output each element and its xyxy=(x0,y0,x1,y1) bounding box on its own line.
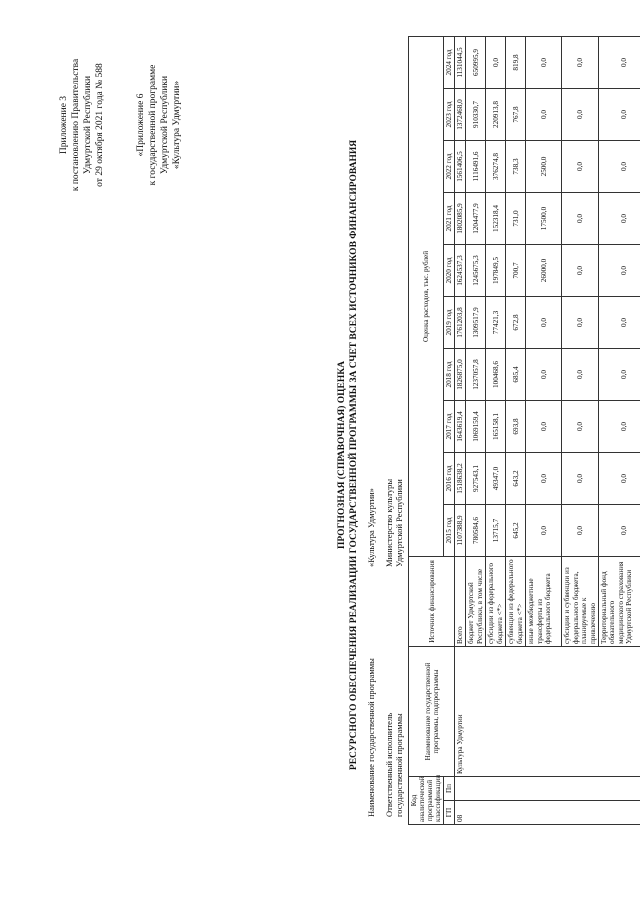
appendix-line: от 29 октября 2021 года № 588 xyxy=(95,63,105,187)
appendix-header xyxy=(58,25,106,225)
value-cell: 13715,7 xyxy=(486,505,506,557)
source-label: иные межбюджетные трансферты из федерального бюджета xyxy=(526,557,562,647)
header-year: 2017 год xyxy=(444,401,455,453)
source-label: субсидии из федерального бюджета <*> xyxy=(486,557,506,647)
program-name: Культура Удмуртии xyxy=(455,647,640,777)
value-cell: 165158,1 xyxy=(486,401,506,453)
value-cell: 645,2 xyxy=(506,505,526,557)
value-cell: 738,3 xyxy=(506,141,526,193)
resource-table xyxy=(408,36,640,825)
header-code: Код аналитической программной классификации xyxy=(409,777,444,825)
value-cell: 0,0 xyxy=(562,505,599,557)
value-cell: 26000,0 xyxy=(526,245,562,297)
source-label: Всего xyxy=(455,557,466,647)
gp-code: 08 xyxy=(455,801,640,825)
value-cell: 1624537,3 xyxy=(455,245,466,297)
executor-value: Министерство культуры xyxy=(384,478,394,567)
pp-code xyxy=(455,777,640,801)
value-cell: 0,0 xyxy=(486,36,506,88)
value-cell: 0,0 xyxy=(562,349,599,401)
value-cell: 819,8 xyxy=(506,36,526,88)
value-cell: 220913,8 xyxy=(486,89,506,141)
executor-label-cont: государственной программы xyxy=(394,713,404,817)
value-cell: 2500,0 xyxy=(526,141,562,193)
value-cell: 1761203,8 xyxy=(455,297,466,349)
value-cell: 700,7 xyxy=(506,245,526,297)
value-cell: 693,8 xyxy=(506,401,526,453)
value-cell: 1245675,3 xyxy=(466,245,486,297)
value-cell: 0,0 xyxy=(562,141,599,193)
value-cell: 0,0 xyxy=(562,89,599,141)
source-label: субсидии и субвенции из федерального бюджета, планируемые к привлечению xyxy=(562,557,599,647)
value-cell: 910330,7 xyxy=(466,89,486,141)
value-cell: 1116491,6 xyxy=(466,141,486,193)
value-cell: 17500,0 xyxy=(526,193,562,245)
header-year: 2023 год xyxy=(444,89,455,141)
value-cell: 0,0 xyxy=(599,36,640,88)
value-cell: 1204477,9 xyxy=(466,193,486,245)
appendix6-line: «Приложение 6 xyxy=(136,93,146,157)
value-cell: 672,8 xyxy=(506,297,526,349)
value-cell: 0,0 xyxy=(526,505,562,557)
value-cell: 0,0 xyxy=(526,453,562,505)
source-label: Территориальный фонд обязательного медицинского страхования Удмуртской Республики xyxy=(599,557,640,647)
appendix-line: к постановлению Правительства xyxy=(71,58,81,192)
header-year: 2021 год xyxy=(444,193,455,245)
executor-label: Ответственный исполнитель xyxy=(384,712,394,817)
program-label: Наименование государственной программы xyxy=(366,658,376,817)
source-label: бюджет Удмуртской Республики, в том числе xyxy=(466,557,486,647)
value-cell: 0,0 xyxy=(599,89,640,141)
value-cell: 643,2 xyxy=(506,453,526,505)
appendix6-line: Удмуртской Республики xyxy=(160,75,170,175)
value-cell: 927543,1 xyxy=(466,453,486,505)
appendix6-line: «Культура Удмуртии» xyxy=(172,80,182,170)
value-cell: 1107388,9 xyxy=(455,505,466,557)
value-cell: 0,0 xyxy=(599,297,640,349)
value-cell: 197849,5 xyxy=(486,245,506,297)
value-cell: 0,0 xyxy=(526,36,562,88)
source-label: субвенции из федерального бюджета <*> xyxy=(506,557,526,647)
value-cell: 1826875,0 xyxy=(455,349,466,401)
appendix-line: Удмуртской Республики xyxy=(83,75,93,175)
header-gp: ГП xyxy=(444,801,455,825)
executor-value-cont: Удмуртской Республики xyxy=(394,479,404,567)
header-estimate: Оценка расходов, тыс. рублей xyxy=(409,36,444,556)
header-year: 2016 год xyxy=(444,453,455,505)
document-title-line1: ПРОГНОЗНАЯ (СПРАВОЧНАЯ) ОЦЕНКА xyxy=(337,360,347,550)
value-cell: 685,4 xyxy=(506,349,526,401)
value-cell: 1561406,5 xyxy=(455,141,466,193)
header-source: Источник финансирования xyxy=(409,557,455,647)
value-cell: 780584,6 xyxy=(466,505,486,557)
value-cell: 0,0 xyxy=(599,453,640,505)
header-year: 2022 год xyxy=(444,141,455,193)
value-cell: 0,0 xyxy=(562,193,599,245)
value-cell: 0,0 xyxy=(526,89,562,141)
value-cell: 0,0 xyxy=(599,349,640,401)
value-cell: 0,0 xyxy=(526,349,562,401)
value-cell: 376274,8 xyxy=(486,141,506,193)
value-cell: 650995,9 xyxy=(466,36,486,88)
value-cell: 1237057,8 xyxy=(466,349,486,401)
program-value: «Культура Удмуртии» xyxy=(366,488,376,567)
value-cell: 0,0 xyxy=(599,505,640,557)
table-row xyxy=(455,36,466,824)
value-cell: 731,0 xyxy=(506,193,526,245)
header-year: 2020 год xyxy=(444,245,455,297)
appendix6-line: к государственной программе xyxy=(148,64,158,186)
value-cell: 0,0 xyxy=(526,297,562,349)
header-pp: Пп xyxy=(444,777,455,801)
value-cell: 767,8 xyxy=(506,89,526,141)
header-year: 2018 год xyxy=(444,349,455,401)
header-year: 2015 год xyxy=(444,505,455,557)
value-cell: 0,0 xyxy=(562,453,599,505)
value-cell: 0,0 xyxy=(562,297,599,349)
value-cell: 0,0 xyxy=(562,401,599,453)
value-cell: 0,0 xyxy=(599,141,640,193)
appendix6-header xyxy=(135,25,183,225)
value-cell: 1518638,2 xyxy=(455,453,466,505)
value-cell: 1131044,5 xyxy=(455,36,466,88)
value-cell: 1802085,9 xyxy=(455,193,466,245)
value-cell: 1069159,4 xyxy=(466,401,486,453)
value-cell: 152318,4 xyxy=(486,193,506,245)
header-year: 2019 год xyxy=(444,297,455,349)
header-year: 2024 год xyxy=(444,36,455,88)
value-cell: 0,0 xyxy=(562,36,599,88)
value-cell: 0,0 xyxy=(599,193,640,245)
value-cell: 1372468,0 xyxy=(455,89,466,141)
value-cell: 0,0 xyxy=(599,245,640,297)
value-cell: 1309517,9 xyxy=(466,297,486,349)
value-cell: 77421,3 xyxy=(486,297,506,349)
value-cell: 0,0 xyxy=(526,401,562,453)
value-cell: 1643619,4 xyxy=(455,401,466,453)
header-program-name: Наименование государственной программы, подпрограммы xyxy=(409,647,455,777)
value-cell: 0,0 xyxy=(562,245,599,297)
value-cell: 49347,0 xyxy=(486,453,506,505)
value-cell: 0,0 xyxy=(599,401,640,453)
appendix-line: Приложение 3 xyxy=(59,95,69,155)
document-title-line2: РЕСУРСНОГО ОБЕСПЕЧЕНИЯ РЕАЛИЗАЦИИ ГОСУДАРСТВЕННОЙ ПРОГРАММЫ ЗА СЧЕТ ВСЕХ ИСТОЧНИКОВ ФИНАНСИРОВАНИЯ xyxy=(349,139,359,771)
value-cell: 100468,6 xyxy=(486,349,506,401)
